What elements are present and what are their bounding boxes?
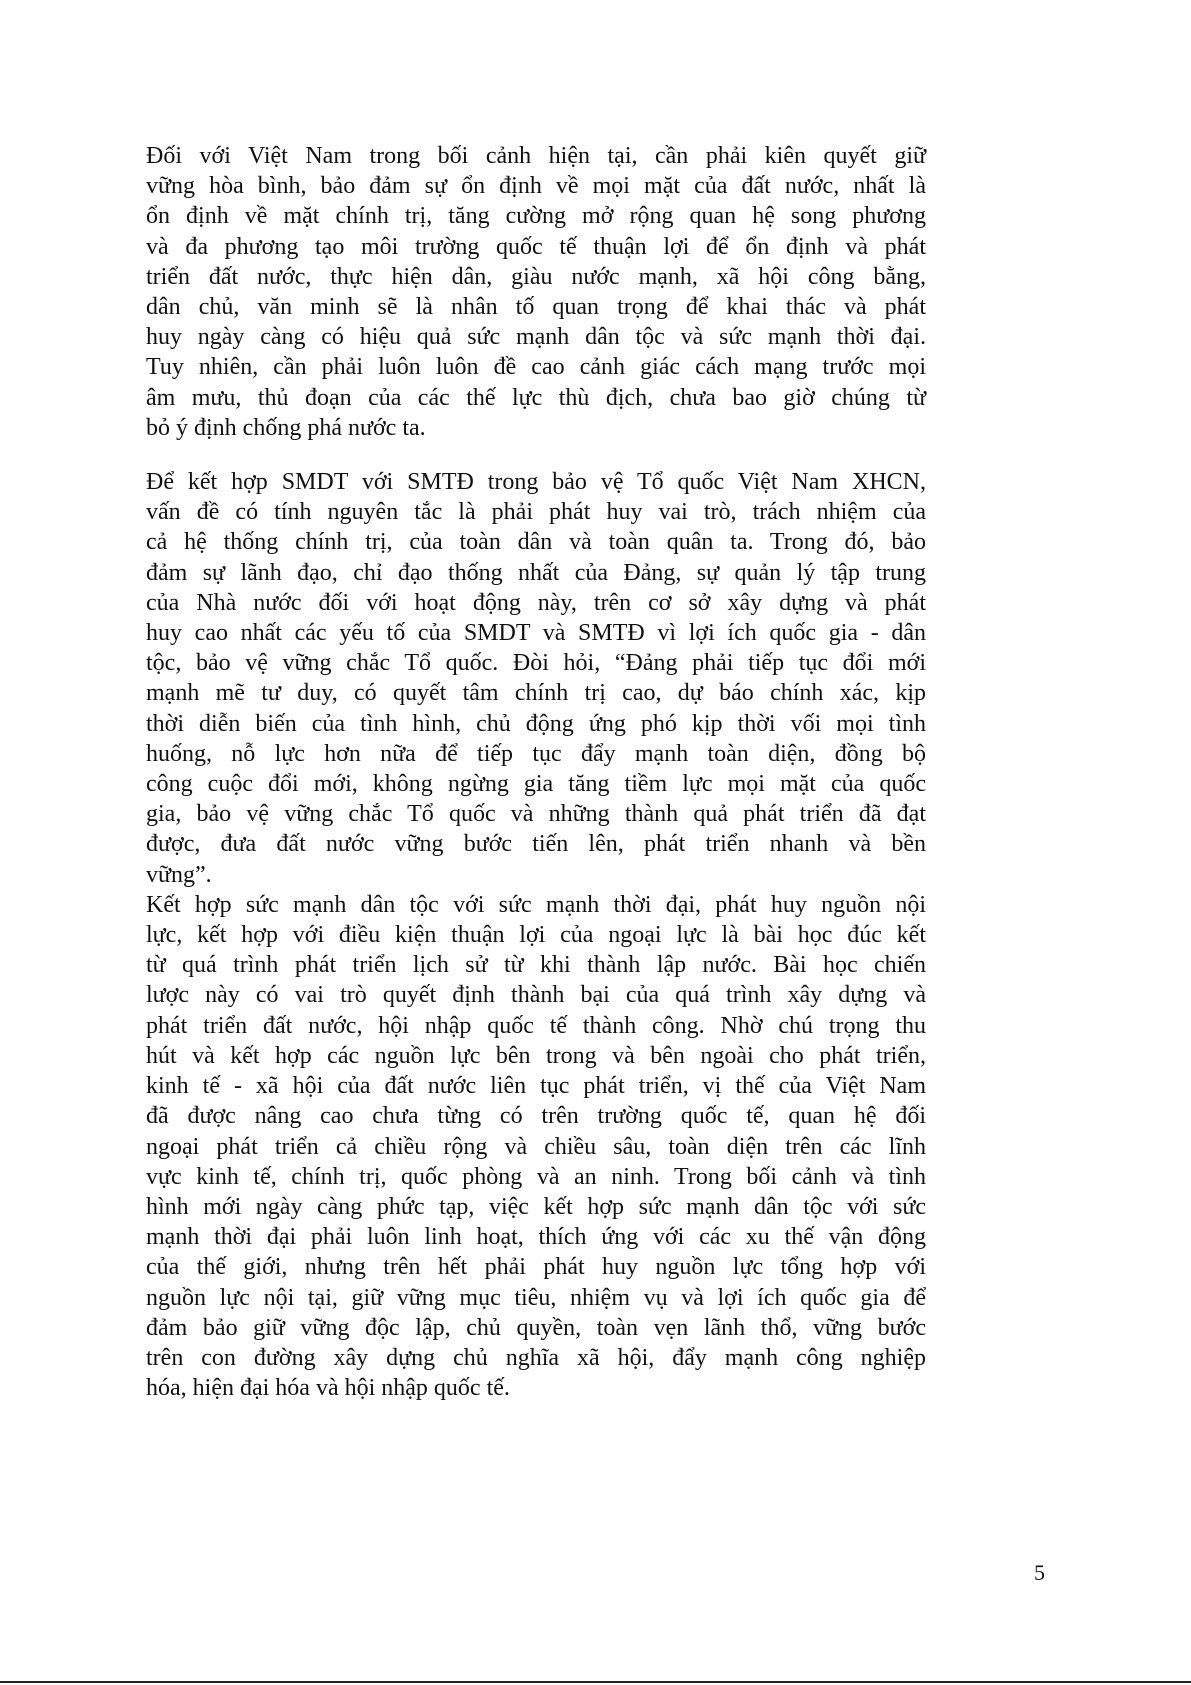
text-line: của Nhà nước đối với hoạt động này, trên cơ sở xây dựng và phát (146, 589, 926, 616)
text-line: kinh tế - xã hội của đất nước liên tục phát triển, vị thế của Việt Nam (146, 1073, 926, 1100)
text-line: và đa phương tạo môi trường quốc tế thuận lợi để ổn định và phát (146, 233, 926, 260)
text-line: tộc, bảo vệ vững chắc Tổ quốc. Đòi hỏi, “Đảng phải tiếp tục đổi mới (146, 650, 926, 677)
text-line: lực, kết hợp với điều kiện thuận lợi của ngoại lực là bài học đúc kết (146, 922, 926, 949)
text-line: Kết hợp sức mạnh dân tộc với sức mạnh thời đại, phát huy nguồn nội (146, 891, 926, 918)
text-line: vững hòa bình, bảo đảm sự ổn định về mọi mặt của đất nước, nhất là (146, 173, 926, 200)
text-line: huy ngày càng có hiệu quả sức mạnh dân tộc và sức mạnh thời đại. (146, 324, 926, 351)
text-line: đảm sự lãnh đạo, chỉ đạo thống nhất của Đảng, sự quản lý tập trung (146, 559, 926, 586)
page-bottom-rule (0, 1681, 1191, 1683)
text-line: ổn định về mặt chính trị, tăng cường mở rộng quan hệ song phương (146, 203, 926, 230)
text-line: Đối với Việt Nam trong bối cảnh hiện tại, cần phải kiên quyết giữ (146, 143, 926, 169)
text-line: lược này có vai trò quyết định thành bại của quá trình xây dựng và (146, 982, 926, 1009)
text-line: hóa, hiện đại hóa và hội nhập quốc tế. (146, 1375, 510, 1402)
text-line: đảm bảo giữ vững độc lập, chủ quyền, toàn vẹn lãnh thổ, vững bước (146, 1314, 926, 1341)
text-line: Để kết hợp SMDT với SMTĐ trong bảo vệ Tổ quốc Việt Nam XHCN, (146, 469, 926, 496)
text-line: ngoại phát triển cả chiều rộng và chiều sâu, toàn diện trên các lĩnh (146, 1133, 926, 1160)
text-line: triển đất nước, thực hiện dân, giàu nước mạnh, xã hội công bằng, (146, 263, 926, 290)
paragraph-3 (146, 890, 926, 1403)
text-line: công cuộc đổi mới, không ngừng gia tăng tiềm lực mọi mặt của quốc (146, 771, 926, 798)
text-line: bỏ ý định chống phá nước ta. (146, 414, 426, 441)
text-line: vực kinh tế, chính trị, quốc phòng và an ninh. Trong bối cảnh và tình (146, 1163, 926, 1190)
text-line: mạnh thời đại phải luôn linh hoạt, thích ứng với các xu thế vận động (146, 1224, 926, 1251)
text-line: huy cao nhất các yếu tố của SMDT và SMTĐ vì lợi ích quốc gia - dân (146, 620, 926, 647)
page-number: 5 (1034, 1560, 1045, 1585)
text-line: của thế giới, nhưng trên hết phải phát huy nguồn lực tổng hợp với (146, 1254, 926, 1281)
text-line: nguồn lực nội tại, giữ vững mục tiêu, nhiệm vụ và lợi ích quốc gia để (146, 1284, 926, 1311)
text-line: dân chủ, văn minh sẽ là nhân tố quan trọng để khai thác và phát (146, 294, 926, 321)
text-line: từ quá trình phát triển lịch sử từ khi thành lập nước. Bài học chiến (146, 952, 926, 979)
text-line: thời diễn biến của tình hình, chủ động ứng phó kịp thời vối mọi tình (146, 710, 926, 737)
text-line: Tuy nhiên, cần phải luôn luôn đề cao cảnh giác cách mạng trước mọi (146, 354, 926, 381)
text-line: đã được nâng cao chưa từng có trên trường quốc tế, quan hệ đối (146, 1103, 926, 1130)
text-line: trên con đường xây dựng chủ nghĩa xã hội, đẩy mạnh công nghiệp (146, 1344, 926, 1371)
text-line: hình mới ngày càng phức tạp, việc kết hợp sức mạnh dân tộc với sức (146, 1193, 926, 1220)
text-line: vững”. (146, 861, 212, 888)
text-line: hút và kết hợp các nguồn lực bên trong và bên ngoài cho phát triển, (146, 1042, 926, 1069)
text-line: mạnh mẽ tư duy, có quyết tâm chính trị cao, dự báo chính xác, kịp (146, 680, 926, 707)
paragraph-1 (146, 141, 926, 443)
text-line: âm mưu, thủ đoạn của các thế lực thù địch, chưa bao giờ chúng từ (146, 384, 926, 411)
paragraph-spacer (146, 443, 926, 467)
text-line: cả hệ thống chính trị, của toàn dân và toàn quân ta. Trong đó, bảo (146, 529, 926, 556)
text-line: phát triển đất nước, hội nhập quốc tế thành công. Nhờ chú trọng thu (146, 1012, 926, 1039)
text-line: vấn đề có tính nguyên tắc là phải phát huy vai trò, trách nhiệm của (146, 499, 926, 526)
text-line: huống, nỗ lực hơn nữa để tiếp tục đẩy mạnh toàn diện, đồng bộ (146, 740, 926, 767)
text-line: được, đưa đất nước vững bước tiến lên, phát triển nhanh và bền (146, 831, 926, 858)
text-line: gia, bảo vệ vững chắc Tổ quốc và những thành quả phát triển đã đạt (146, 801, 926, 828)
paragraph-2 (146, 467, 926, 890)
document-body (146, 141, 926, 1403)
